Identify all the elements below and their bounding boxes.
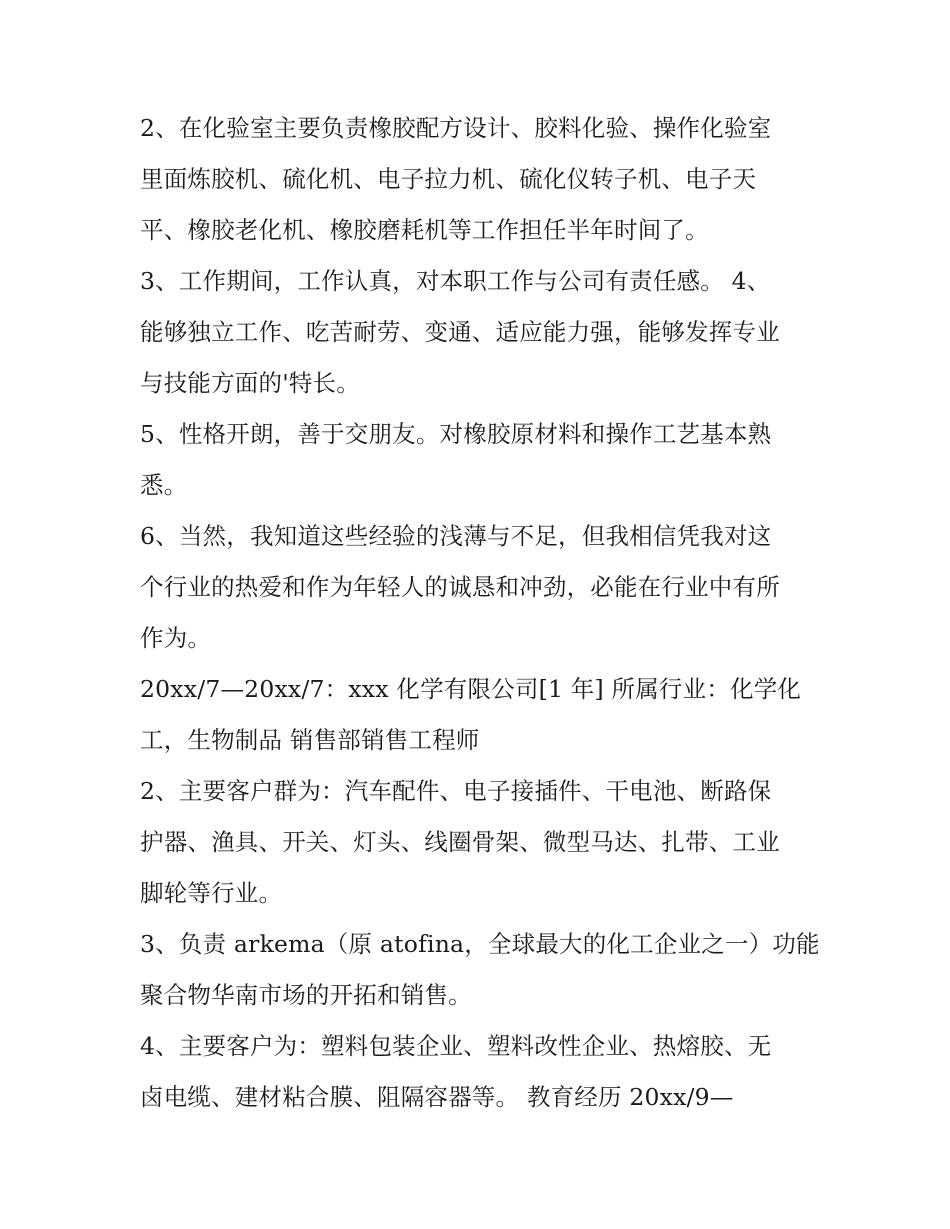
text-line: 6、当然，我知道这些经验的浅薄与不足，但我相信凭我对这: [140, 522, 772, 550]
text-line: 工，生物制品 销售部销售工程师: [140, 726, 480, 754]
text-line: 3、负责 arkema（原 atofina，全球最大的化工企业之一）功能: [140, 930, 820, 958]
document-body: [140, 103, 820, 1123]
text-line: 悉。: [140, 471, 188, 499]
text-line: 个行业的热爱和作为年轻人的诚恳和冲劲，必能在行业中有所: [140, 573, 780, 601]
text-line: 20xx/7—20xx/7：xxx 化学有限公司[1 年] 所属行业：化学化: [140, 675, 802, 703]
text-line: 脚轮等行业。: [140, 879, 283, 907]
text-line: 护器、渔具、开关、灯头、线圈骨架、微型马达、扎带、工业: [140, 828, 780, 856]
text-line: 4、主要客户为：塑料包装企业、塑料改性企业、热熔胶、无: [140, 1032, 772, 1060]
text-line: 2、主要客户群为：汽车配件、电子接插件、干电池、断路保: [140, 777, 772, 805]
text-line: 2、在化验室主要负责橡胶配方设计、胶料化验、操作化验室: [140, 114, 772, 142]
text-line: 平、橡胶老化机、橡胶磨耗机等工作担任半年时间了。: [140, 216, 709, 244]
text-line: 卤电缆、建材粘合膜、阻隔容器等。 教育经历 20xx/9—: [140, 1083, 734, 1111]
text-line: 里面炼胶机、硫化机、电子拉力机、硫化仪转子机、电子天: [140, 165, 757, 193]
text-line: 5、性格开朗，善于交朋友。对橡胶原材料和操作工艺基本熟: [140, 420, 772, 448]
text-line: 能够独立工作、吃苦耐劳、变通、适应能力强，能够发挥专业: [140, 318, 780, 346]
text-line: 与技能方面的'特长。: [140, 369, 360, 397]
text-line: 聚合物华南市场的开拓和销售。: [140, 981, 472, 1009]
text-line: 3、工作期间，工作认真，对本职工作与公司有责任感。 4、: [140, 267, 771, 295]
text-line: 作为。: [140, 624, 212, 652]
